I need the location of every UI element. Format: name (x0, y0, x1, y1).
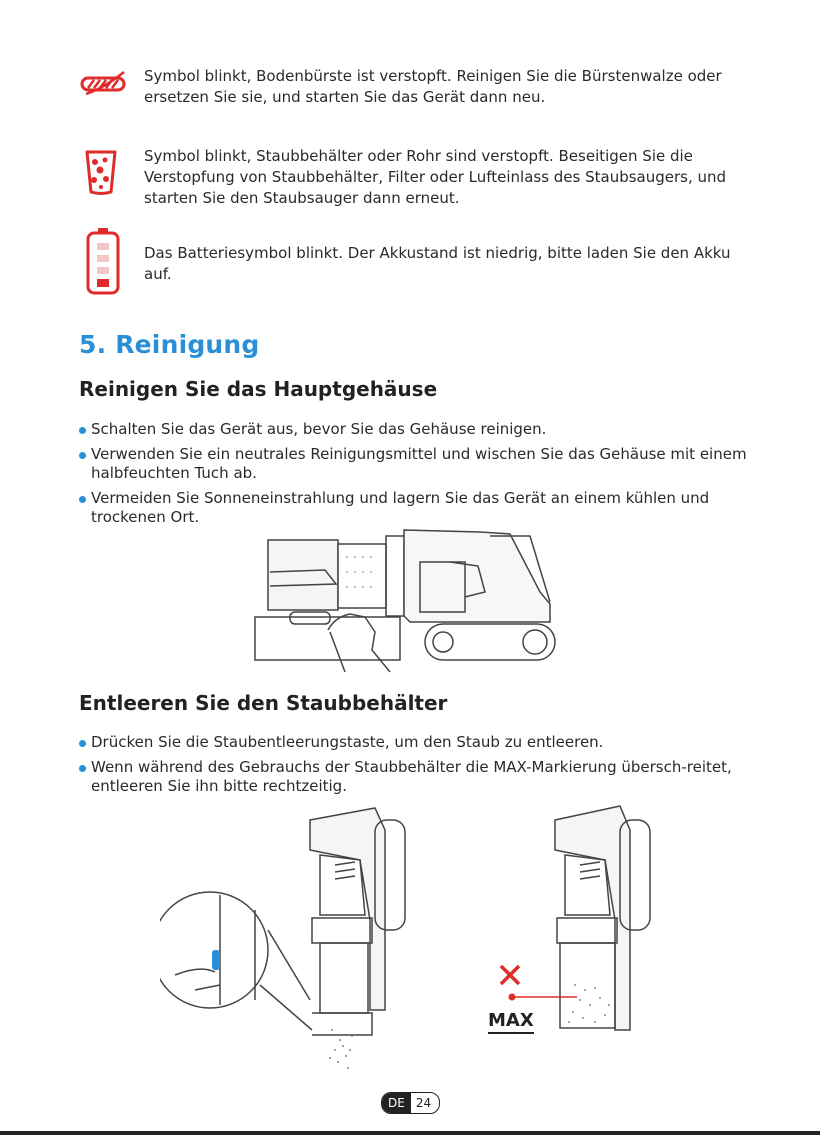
battery-low-icon (85, 226, 121, 296)
bottom-border (0, 1131, 820, 1135)
list-item: Vermeiden Sie Sonneneinstrahlung und lagern Sie das Gerät an einem kühlen und trockenen Ort. (79, 489, 759, 527)
status-message-brush: Symbol blinkt, Bodenbürste ist verstopft. Reinigen Sie die Bürstenwalze oder ersetzen Sie sie, und starten Sie das Gerät dann neu. (144, 67, 722, 106)
status-message-dustbin: Symbol blinkt, Staubbehälter oder Rohr sind verstopft. Beseitigen Sie die Verstopfung von Staubbehälter, Filter oder Lufteinlass des Staubsaugers, und starten Sie den Staubsauger dann erneut. (144, 147, 727, 207)
housing-heading: Reinigen Sie das Hauptgehäuse (79, 377, 438, 401)
page-number-badge (381, 1092, 440, 1114)
vacuum-cleaning-illustration (250, 522, 580, 682)
list-item: Drücken Sie die Staubentleerungstaste, um den Staub zu entleeren. (79, 733, 759, 752)
empty-dustbin-illustration (160, 800, 420, 1075)
page-number: 24 (415, 1096, 432, 1110)
dustbin-heading: Entleeren Sie den Staubbehälter (79, 691, 448, 715)
max-label: MAX (488, 1010, 534, 1034)
language-code: DE (382, 1093, 411, 1113)
status-message-battery: Das Batteriesymbol blinkt. Der Akkustand ist niedrig, bitte laden Sie den Akku auf. (144, 244, 731, 283)
housing-bullet-list (79, 420, 759, 533)
brush-roll-clogged-icon (80, 70, 128, 98)
list-item: Schalten Sie das Gerät aus, bevor Sie das Gehäuse reinigen. (79, 420, 759, 439)
section-title: 5. Reinigung (79, 330, 260, 359)
list-item: Wenn während des Gebrauchs der Staubbehälter die MAX-Markierung übersch-reitet, entleeren Sie ihn bitte rechtzeitig. (79, 758, 759, 796)
dust-bin-clogged-icon (81, 146, 121, 196)
list-item: Verwenden Sie ein neutrales Reinigungsmittel und wischen Sie das Gehäuse mit einem halbfeuchten Tuch ab. (79, 445, 759, 483)
dustbin-bullet-list (79, 733, 759, 802)
